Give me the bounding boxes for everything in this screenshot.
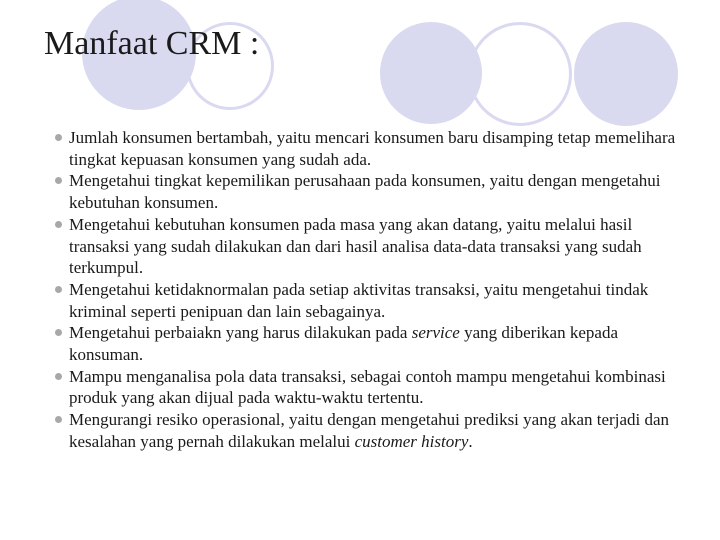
bullet-item xyxy=(0,214,700,279)
bullet-item xyxy=(0,127,700,170)
bullet-text-italic: service xyxy=(411,323,460,343)
decor-circle-3 xyxy=(380,22,482,124)
bullet-text: Mengetahui ketidaknormalan pada setiap aktivitas transaksi, yaitu mengetahui tindak kriminal seperti penipuan dan lain sebagainya. xyxy=(69,279,649,321)
bullet-text-pre: Mengetahui perbaiakn yang harus dilakukan pada xyxy=(69,323,412,343)
bullet-item xyxy=(0,322,700,365)
bullet-item xyxy=(0,170,700,213)
bullet-text-post: . xyxy=(468,431,473,451)
bullet-text-pre: Mengurangi resiko operasional, yaitu dengan mengetahui prediksi yang akan terjadi dan kesalahan yang pernah dilakukan melalui xyxy=(69,410,670,451)
decor-circle-5 xyxy=(574,22,678,126)
bullet-text: Jumlah konsumen bertambah, yaitu mencari konsumen baru disamping tetap memelihara tingkat kepuasan konsumen yang sudah ada. xyxy=(69,128,676,169)
bullet-dot-icon xyxy=(55,416,62,423)
slide-title: Manfaat CRM : xyxy=(44,25,260,62)
bullet-dot-icon xyxy=(55,373,62,380)
bullet-item xyxy=(0,409,700,452)
bullet-text-post: yang diberikan kepada konsuman. xyxy=(69,323,618,365)
bullet-text-italic: customer history xyxy=(354,431,469,451)
bullet-dot-icon xyxy=(55,221,62,228)
bullet-dot-icon xyxy=(55,177,62,184)
bullet-item xyxy=(0,366,700,409)
bullet-list xyxy=(0,127,700,453)
bullet-text: Mengetahui kebutuhan konsumen pada masa yang akan datang, yaitu melalui hasil transaksi yang sudah dilakukan dan dari hasil analisa data-data transaksi yang sudah terkumpul. xyxy=(69,214,642,278)
bullet-item xyxy=(0,279,700,322)
bullet-text: Mengetahui tingkat kepemilikan perusahaan pada konsumen, yaitu dengan mengetahui kebutuhan konsumen. xyxy=(69,171,661,213)
decor-circle-4 xyxy=(468,22,572,126)
bullet-text: Mampu menganalisa pola data transaksi, sebagai contoh mampu mengetahui kombinasi produk yang akan dijual pada waktu-waktu tertentu. xyxy=(69,366,666,408)
bullet-dot-icon xyxy=(55,134,62,141)
bullet-dot-icon xyxy=(55,329,62,336)
bullet-dot-icon xyxy=(55,286,62,293)
